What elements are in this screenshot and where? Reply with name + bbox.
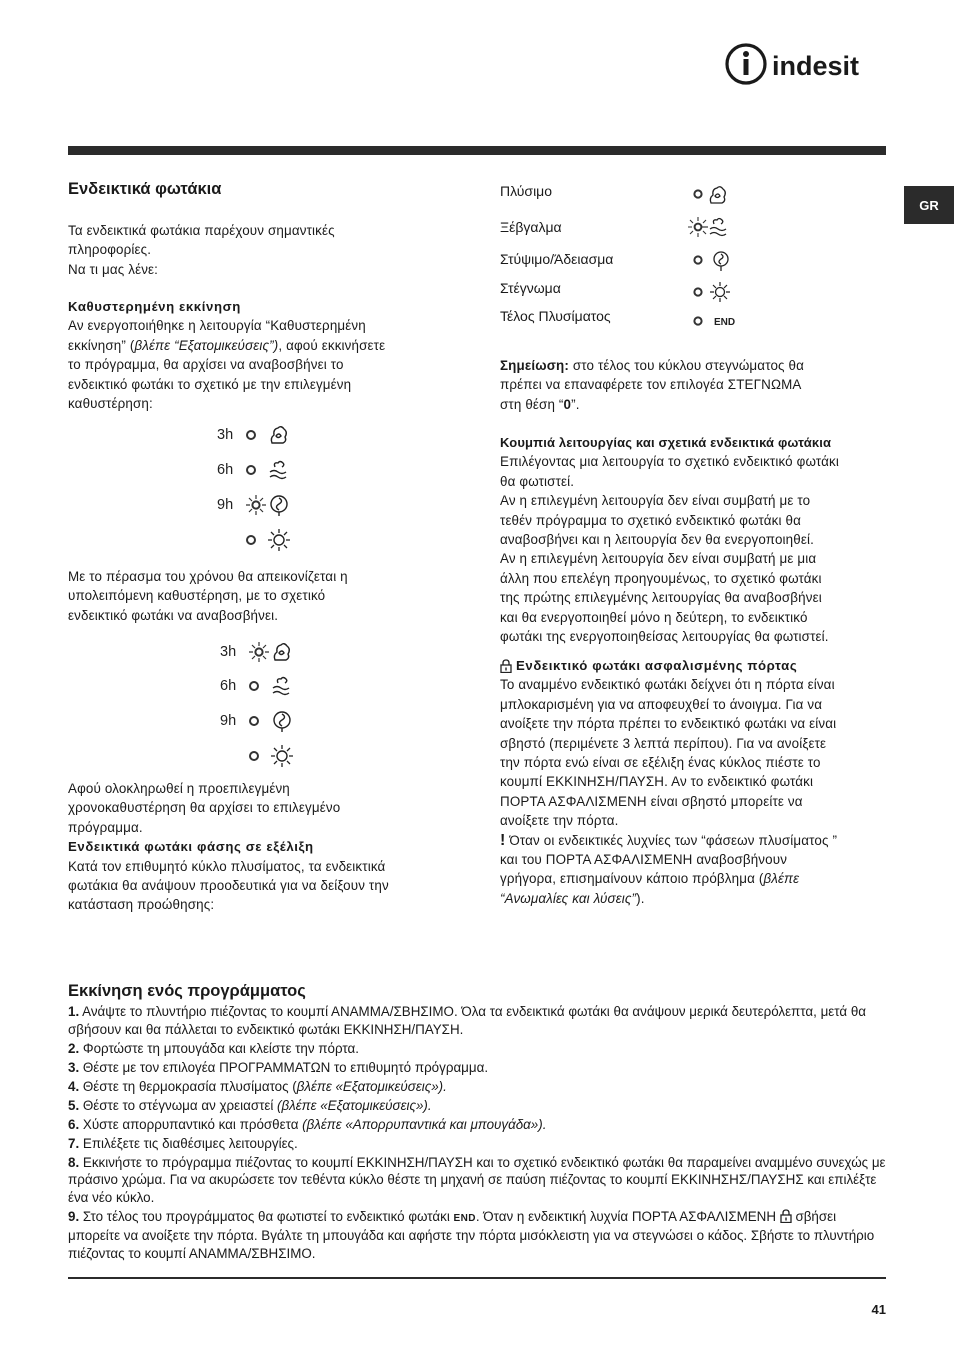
phase-end-icons	[690, 311, 740, 336]
start-program-heading: Εκκίνηση ενός προγράμματος	[68, 982, 306, 1000]
step-4: 4. Θέστε τη θερμοκρασία πλυσίματος (βλέπε «Εξατομικεύσεις»).	[68, 1078, 447, 1094]
lamp-row-dry-b	[248, 743, 294, 769]
spin-icon	[270, 709, 294, 733]
wash-icon	[270, 640, 294, 664]
lamp-row-3h-b: 3h	[220, 639, 294, 665]
intro-text: Τα ενδεικτικά φωτάκια παρέχουν σημαντικές πληροφορίες. Να τι μας λένε:	[68, 223, 335, 277]
wash-icon	[267, 423, 291, 447]
step-1: 1. Ανάψτε το πλυντήριο πιέζοντας το κουμπί ΑΝΑΜΜΑ/ΣΒΗΣΙΜΟ. Όλα τα ενδεικτικά φωτάκι θα ανάψουν μερικά δευτερόλεπτα, μετά θα σβήσουν και θα πάλλεται το ενδεικτικό φωτάκι ΕΚΚΙΝΗΣΗ/ΠΑΥΣΗ.	[68, 1004, 867, 1037]
phase-spin: Στύψιμο/Άδειασμα	[500, 251, 614, 267]
page-number: 41	[871, 1302, 886, 1317]
function-buttons-block: Κουμπιά λειτουργίας και σχετικά ενδεικτικά φωτάκια Επιλέγοντας μια λειτουργία το σχετικό ενδεικτικό φωτάκι θα φωτιστεί. Αν η επιλεγμένη λειτουργία δεν είναι συμβατή με το τεθέν πρόγραμμα το σχετικό ενδεικτικό φωτάκι θα αναβοσβήνει και η λειτουργία δεν θα ενεργοποιηθεί. Αν η επιλεγμένη λειτουργία δεν είναι συμβατή με μια άλλη που επελέγη προηγουμένως, το σχετικό φωτάκι της πρώτης επιλεγμένης λειτουργίας θα αναβοσβήνει και θα ενεργοποιηθεί μόνο η δεύτερη, το ενδεικτικό φωτάκι της ενεργοποιηθείσας λειτουργίας θα φωτιστεί.	[500, 433, 890, 646]
phase-spin-icons	[690, 249, 730, 278]
rinse-icon	[267, 458, 291, 482]
step-7: 7. Επιλέξετε τις διαθέσιμες λειτουργίες.	[68, 1135, 298, 1151]
lamp-off-icon	[248, 710, 270, 732]
delayed-start-section: Καθυστερημένη εκκίνηση Αν ενεργοποιήθηκε η λειτουργία “Καθυστερημένη εκκίνηση” (βλέπε “Εξατομικεύσεις”), αφού εκκινήσετε το πρόγραμμα, θα αρχίσει να αναβοσβήνει το ενδεικτικό φωτάκι το σχετικό με την επιλεγμένη καθυστέρηση:	[68, 297, 458, 413]
after-text: Αφού ολοκληρωθεί η προεπιλεγμένη χρονοκαθυστέρηση θα αρχίσει το επιλεγμένο πρόγραμμα. Ενδεικτικά φωτάκι φάσης σε εξέλιξη Κατά τον επιθυμητό κύκλο πλυσίματος, τα ενδεικτικά φωτάκια θα ανάψουν προοδευτικά για να δείξουν την κατάσταση προώθησης:	[68, 779, 458, 915]
end-icon: END	[714, 317, 736, 328]
start-steps	[68, 1003, 888, 1264]
phase-dry-icons	[690, 280, 732, 309]
phase-end: Τέλος Πλυσίματος	[500, 308, 611, 324]
lamp-blinking-icon	[248, 641, 270, 663]
bottom-rule	[68, 1277, 886, 1279]
lamp-row-6h-b: 6h	[220, 673, 294, 699]
phase-dry: Στέγνωμα	[500, 280, 561, 296]
lamp-row-3h: 3h	[217, 422, 291, 448]
dry-icon	[270, 744, 294, 768]
lamp-row-9h-b: 9h	[220, 708, 294, 734]
warning-icon: !	[500, 831, 506, 849]
passing-text: Με το πέρασμα του χρόνου θα απεικονίζεται η υπολειπόμενη καθυστέρηση, με το σχετικό ενδεικτικό φωτάκι να αναβοσβήνει.	[68, 569, 348, 623]
step-3: 3. Θέστε με τον επιλογέα ΠΡΟΓΡΑΜΜΑΤΩΝ το επιθυμητό πρόγραμμα.	[68, 1059, 489, 1075]
step-6: 6. Χύστε απορρυπαντικό και πρόσθετα (βλέπε «Απορρυπαντικά και μπουγάδα»).	[68, 1116, 547, 1132]
lamp-off-icon	[248, 675, 270, 697]
language-tab: GR	[904, 186, 954, 224]
lamp-row-6h: 6h	[217, 457, 291, 483]
padlock-icon	[500, 659, 512, 673]
end-icon: END	[453, 1212, 476, 1224]
padlock-icon	[780, 1209, 792, 1223]
lamp-row-9h: 9h	[217, 492, 291, 518]
phase-rinse-icons	[686, 216, 734, 243]
dry-icon	[267, 528, 291, 552]
spin-icon	[267, 493, 291, 517]
note-block: Σημείωση: στο τέλος του κύκλου στεγνώματος θα πρέπει να επαναφέρετε τον επιλογέα ΣΤΕΓΝΩΜΑ στη θέση “0”.	[500, 358, 805, 412]
function-buttons-title: Κουμπιά λειτουργίας και σχετικά ενδεικτικά φωτάκια	[500, 435, 832, 450]
door-lock-block: Ενδεικτικό φωτάκι ασφαλισμένης πόρτας Το αναμμένο ενδεικτικό φωτάκι δείχνει ότι η πόρτα είναι μπλοκαρισμένη για να αποφευχθεί το άνοιγμα. Για να ανοίξετε την πόρτα πρέπει το ενδεικτικό φωτάκι να είναι σβηστό (περιμένετε 3 λεπτά περίπου). Για να ανοίξετε την πόρτα ενώ είναι σε εξέλιξη ένας κύκλος πιέστε το κουμπί ΕΚΚΙΝΗΣΗ/ΠΑΥΣΗ. Αν το ενδεικτικό φωτάκι ΠΟΡΤΑ ΑΣΦΑΛΙΣΜΕΝΗ είναι σβηστό μπορείτε να ανοίξετε την πόρτα. ! Όταν οι ενδεικτικές λυχνίες των “φάσεων πλυσίματος ” και του ΠΟΡΤΑ ΑΣΦΑΛΙΣΜΕΝΗ αναβοσβήνουν γρήγορα, επισημαίνουν κάποιο πρόβλημα (βλέπε “Ανωμαλίες και λύσεις”).	[500, 658, 838, 906]
svg-text:indesit: indesit	[772, 51, 860, 81]
delayed-start-title: Καθυστερημένη εκκίνηση	[68, 299, 241, 314]
top-rule	[68, 146, 886, 155]
lamp-row-dry	[245, 527, 291, 553]
phase-wash-icons	[690, 183, 730, 210]
phase-rinse: Ξέβγαλμα	[500, 219, 562, 235]
indicator-lights-heading: Ενδεικτικά φωτάκια	[68, 180, 222, 198]
step-2: 2. Φορτώστε τη μπουγάδα και κλείστε την πόρτα.	[68, 1040, 359, 1056]
step-5: 5. Θέστε το στέγνωμα αν χρειαστεί (βλέπε «Εξατομικεύσεις»).	[68, 1097, 432, 1113]
lamp-off-icon	[248, 745, 270, 767]
lamp-off-icon	[245, 459, 267, 481]
phase-wash: Πλύσιμο	[500, 183, 553, 199]
phase-title: Ενδεικτικά φωτάκι φάσης σε εξέλιξη	[68, 839, 314, 855]
lamp-off-icon	[245, 529, 267, 551]
lamp-blinking-icon	[245, 494, 267, 516]
door-lock-title: Ενδεικτικό φωτάκι ασφαλισμένης πόρτας	[516, 658, 798, 673]
step-8: 8. Εκκινήστε το πρόγραμμα πιέζοντας το κουμπί ΕΚΚΙΝΗΣΗ/ΠΑΥΣΗ και το σχετικό ενδεικτικό φωτάκι θα παραμείνει αναμμένο συνεχώς με πράσινο χρώμα. Για να ακυρώσετε τον τεθέντα κύκλο θέστε τη μηχανή σε παύση πιέζοντας το κουμπί ΕΚΚΙΝΗΣΗΣ/ΠΑΥΣΗΣ και επιλέξτε ένα νέο κύκλο.	[68, 1154, 886, 1205]
indesit-logo	[724, 42, 888, 86]
rinse-icon	[270, 674, 294, 698]
step-9: 9. Στο τέλος του προγράμματος θα φωτιστεί το ενδεικτικό φωτάκι END. Όταν η ενδεικτική λυχνία ΠΟΡΤΑ ΑΣΦΑΛΙΣΜΕΝΗ σβήσει μπορείτε να ανοίξετε την πόρτα. Βγάλτε τη μπουγάδα και αφήστε την πόρτα μισόκλειστη για να στεγνώσει ο κάδος. Σβήστε το πλυντήριο πιέζοντας το κουμπί ΑΝΑΜΜΑ/ΣΒΗΣΙΜΟ.	[68, 1208, 875, 1261]
lamp-off-icon	[245, 424, 267, 446]
